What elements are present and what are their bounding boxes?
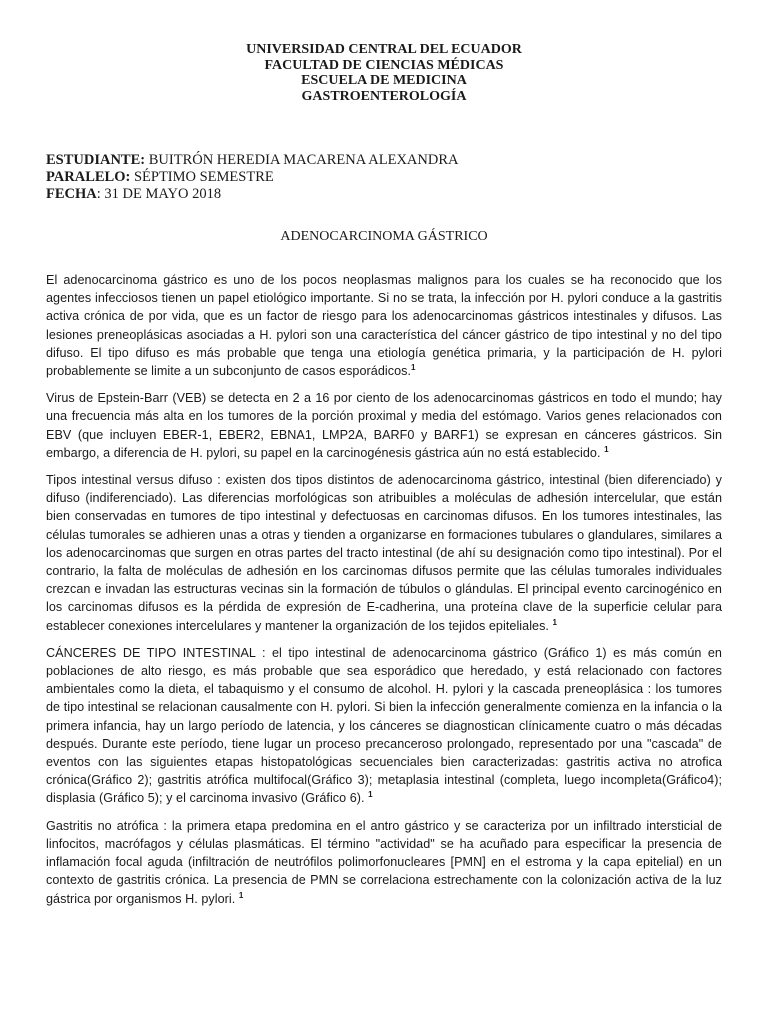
fecha-label: FECHA [46, 186, 97, 202]
reference-mark: 1 [604, 444, 609, 454]
paragraph-text: Virus de Epstein-Barr (VEB) se detecta en 2 a 16 por ciento de los adenocarcinomas gástricos en todo el mundo; hay una frecuencia más alta en los tumores de la porción proximal y media del estómago. Varios genes relacionados con EBV (que incluyen EBER-1, EBER2, EBNA1, LMP2A, BARF0 y BARF1) se expresan en cánceres gástricos. Sin embargo, a diferencia de H. pylori, su papel en la carcinogénesis gástrica aún no está establecido. [46, 391, 722, 460]
student-info [46, 152, 722, 203]
paragraph [46, 644, 722, 808]
reference-mark: 1 [411, 362, 416, 372]
university-name: UNIVERSIDAD CENTRAL DEL ECUADOR [246, 42, 522, 57]
fecha-line [46, 186, 722, 203]
paralelo-line [46, 169, 722, 186]
reference-mark: 1 [238, 890, 244, 900]
paragraph-text: Tipos intestinal versus difuso : existen dos tipos distintos de adenocarcinoma gástrico, intestinal (bien diferenciado) y difuso (indiferenciado). Las diferencias morfológicas son atribuibles a moléculas de adhesión intercelular, que están bien conservadas en tumores de tipo intestinal y defectuosas en carcinomas difusos. En los tumores intestinales, las células tumorales se adhieren unas a otras y tienden a organizarse en formaciones tubulares o glandulares, similares a los adenocarcinomas que surgen en otras partes del tracto intestinal (de ahí su designación como tipo intestinal). Por el contrario, la falta de moléculas de adhesión en los carcinomas difusos permite que las células tumorales individuales crezcan e invadan las estructuras vecinas sin la formación de túbulos o glándulas. El principal evento carcinogénico en los carcinomas difusos es la pérdida de expresión de E-cadherina, una proteína clave de la superficie celular para establecer conexiones intercelulares y mantener la organización de los tejidos epiteliales. [46, 473, 722, 633]
fecha-value: : 31 DE MAYO 2018 [96, 186, 222, 202]
school-name: ESCUELA DE MEDICINA [301, 73, 467, 88]
paragraph-text: Gastritis no atrófica : la primera etapa predomina en el antro gástrico y se caracteriza por un infiltrado intersticial de linfocitos, macrófagos y células plasmáticas. El término "actividad" se ha acuñado para especificar la presencia de inflamación focal aguda (infiltración de neutrófilos polimorfonucleares [PMN] en el estroma y la capa epitelial) en un contexto de gastritis crónica. La presencia de PMN se correlaciona estrechamente con la colonización activa de la luz gástrica por organismos H. pylori. [46, 818, 722, 906]
student-label: ESTUDIANTE: [46, 152, 146, 168]
paralelo-value: SÉPTIMO SEMESTRE [130, 169, 274, 185]
paragraph-text: El adenocarcinoma gástrico es uno de los pocos neoplasmas malignos para los cuales se ha reconocido que los agentes infecciosos tienen un papel etiológico importante. Si no se trata, la infección por H. pylori conduce a la gastritis activa crónica de por vida, que es un factor de riesgo para los adenocarcinomas gástricos intestinales y difusos. Las lesiones preneoplásicas asociadas a H. pylori son una característica del cáncer gástrico de tipo intestinal y no del tipo difuso. El tipo difuso es más probable que tenga una etiología genética primaria, y la participación de H. pylori probablemente se limite a un subconjunto de casos esporádicos. [46, 273, 722, 379]
paragraph-text: CÁNCERES DE TIPO INTESTINAL : el tipo intestinal de adenocarcinoma gástrico (Gráfico 1) es más común en poblaciones de alto riesgo, es más probable que sea esporádico que heredado, y está relacionado con factores ambientales como la dieta, el tabaquismo y el consumo de alcohol. H. pylori y la cascada preneoplásica : los tumores de tipo intestinal se relacionan causalmente con H. pylori. Si bien la infección generalmente comienza en la infancia o la primera infancia, hay un largo período de latencia, y los cánceres se diagnostican clínicamente cuatro o más décadas después. Durante este período, tiene lugar un proceso precanceroso prolongado, representado por una "cascada" de eventos con las siguientes etapas histopatológicas secuenciales bien caracterizadas: gastritis activa no atrofica crónica(Gráfico 2); gastritis atrófica multifocal(Gráfico 3); metaplasia intestinal (completa, luego incompleta(Gráfico4); displasia (Gráfico 5); y el carcinoma invasivo (Gráfico 6). [46, 645, 722, 806]
document-title: ADENOCARCINOMA GÁSTRICO [280, 229, 488, 244]
subject-name: GASTROENTEROLOGÍA [301, 88, 467, 104]
reference-mark: 1 [368, 790, 373, 800]
paragraph [46, 389, 722, 462]
student-line [46, 152, 722, 169]
reference-mark: 1 [552, 617, 558, 627]
document-body [46, 271, 722, 908]
paragraph [46, 471, 722, 635]
institution-header [46, 42, 722, 104]
student-value: BUITRÓN HEREDIA MACARENA ALEXANDRA [145, 152, 459, 168]
paragraph [46, 817, 722, 908]
faculty-name: FACULTAD DE CIENCIAS MÉDICAS [264, 57, 504, 73]
paragraph [46, 271, 722, 380]
paralelo-label: PARALELO: [46, 169, 131, 185]
